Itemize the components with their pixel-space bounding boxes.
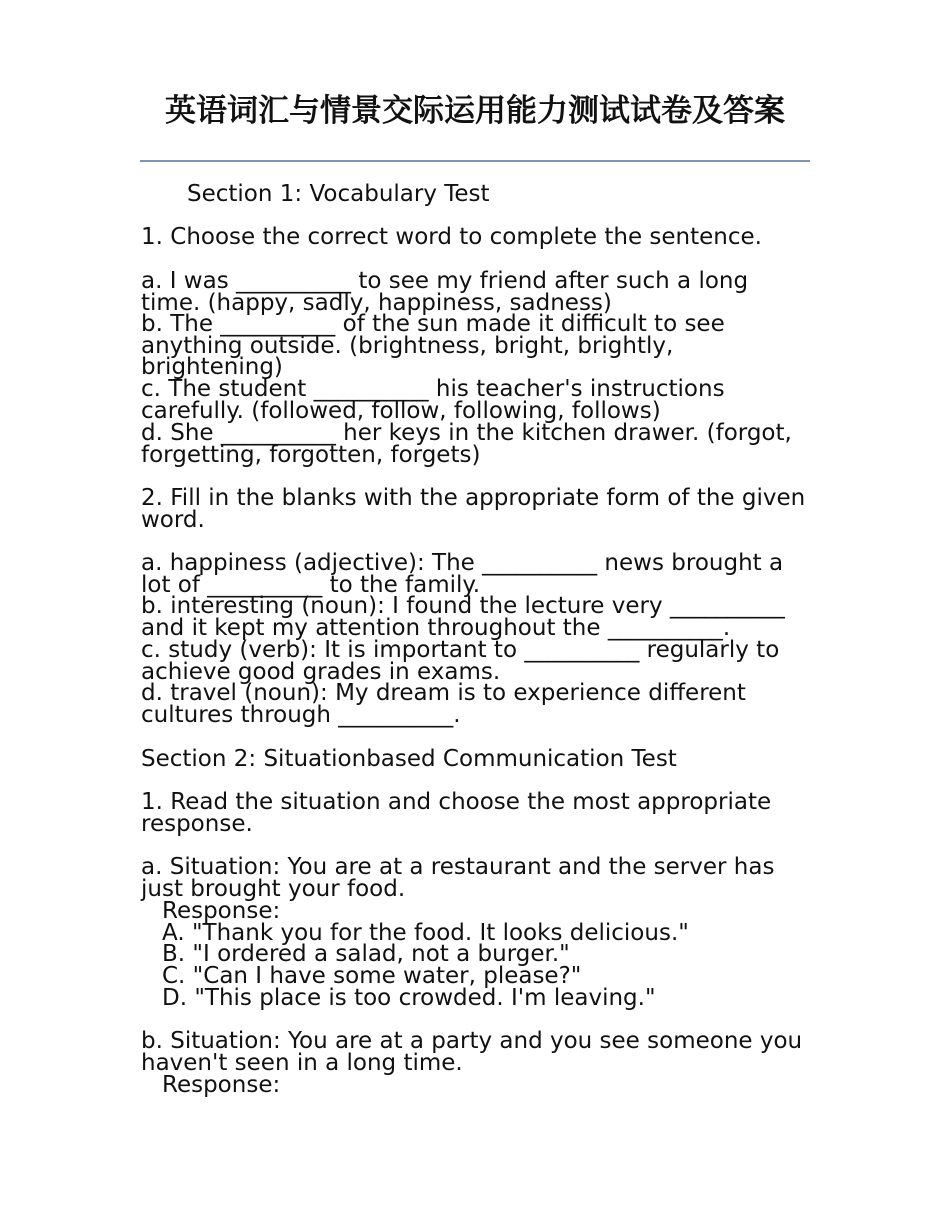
title-divider xyxy=(140,160,810,162)
section2-situation-b: b. Situation: You are at a party and you see someone you haven't seen in a long time. xyxy=(141,1028,803,1076)
section1-q2-item-a: a. happiness (adjective): The __________ news brought a lot of __________ to the family. xyxy=(141,550,784,598)
section1-q2-item-c: c. study (verb): It is important to __________ regularly to achieve good grades in exams. xyxy=(141,637,780,685)
page-title: 英语词汇与情景交际运用能力测试试卷及答案 xyxy=(165,93,785,129)
section1-q2-item-b: b. interesting (noun): I found the lecture very __________ and it kept my attention throughout the __________. xyxy=(141,593,785,641)
section2-response-label-b: Response: xyxy=(162,1072,281,1098)
section1-q2-prompt: 2. Fill in the blanks with the appropriate form of the given word. xyxy=(141,485,806,533)
section2-q1-prompt: 1. Read the situation and choose the most appropriate response. xyxy=(141,789,772,837)
section2-option-a: A. "Thank you for the food. It looks delicious." xyxy=(162,920,689,946)
section1-q1-item-b: b. The __________ of the sun made it difficult to see anything outside. (brightness, bright, brightly, brightening) xyxy=(141,311,725,381)
section2-situation-a: a. Situation: You are at a restaurant and the server has just brought your food. xyxy=(141,854,775,902)
section2-option-d: D. "This place is too crowded. I'm leaving." xyxy=(162,985,656,1011)
section2-option-c: C. "Can I have some water, please?" xyxy=(162,963,582,989)
section1-q1-item-a: a. I was __________ to see my friend after such a long time. (happy, sadly, happiness, sadness) xyxy=(141,268,749,316)
section1-q2-item-d: d. travel (noun): My dream is to experience different cultures through __________. xyxy=(141,680,746,728)
section2-response-label-a: Response: xyxy=(162,898,281,924)
section1-q1-item-c: c. The student __________ his teacher's instructions carefully. (followed, follow, following, follows) xyxy=(141,376,725,424)
section1-q1-prompt: 1. Choose the correct word to complete the sentence. xyxy=(141,224,762,250)
section2-heading: Section 2: Situationbased Communication Test xyxy=(141,746,677,772)
section1-q1-item-d: d. She __________ her keys in the kitchen drawer. (forgot, forgetting, forgotten, forgets) xyxy=(141,420,792,468)
section2-option-b: B. "I ordered a salad, not a burger." xyxy=(162,941,570,967)
section1-heading: Section 1: Vocabulary Test xyxy=(187,181,490,207)
